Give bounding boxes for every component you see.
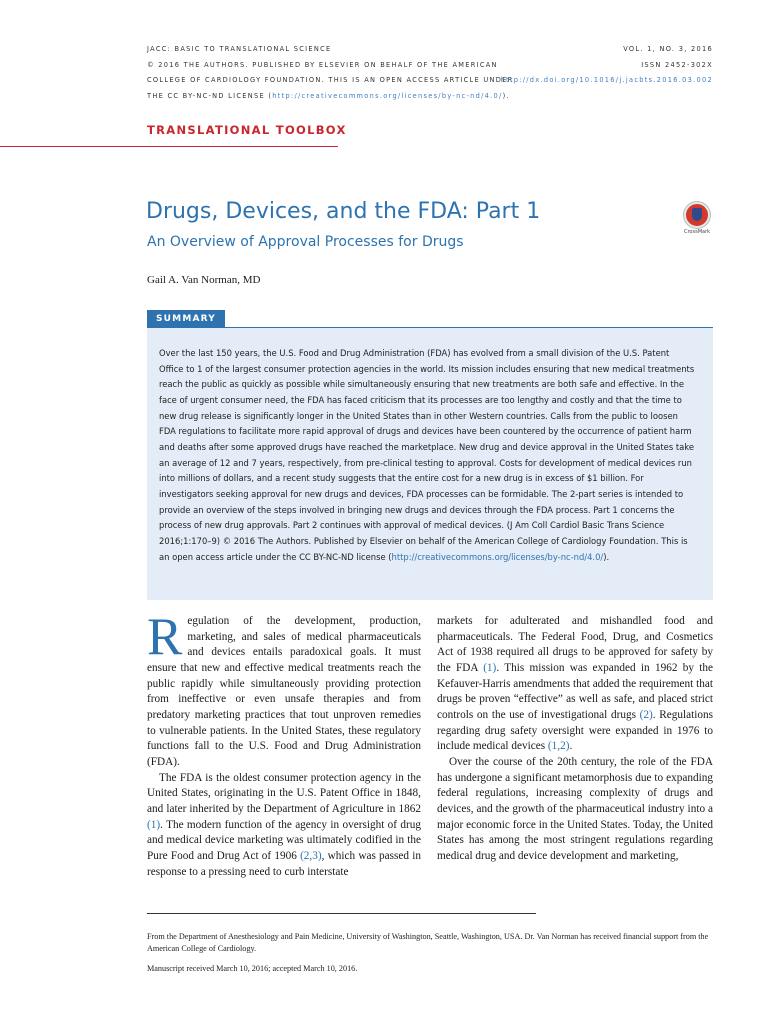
reference-link[interactable]: (2,3)	[300, 849, 322, 862]
body-paragraph: The FDA is the oldest consumer protection agency in the United States, originating in the U.S. Patent Office in 1848, and later inherited by the Department of Agriculture in 1862 (1). The modern function of the agency in oversight of drug and medical device marketing was ultimately codified in the Pure Food and Drug Act of 1906 (2,3), which was passed in response to a pressing need to curb interstate	[147, 771, 421, 878]
author-name: Gail A. Van Norman, MD	[147, 274, 261, 286]
summary-license-link[interactable]: http://creativecommons.org/licenses/by-nc-nd/4.0/	[391, 551, 604, 562]
issn: ISSN 2452-302X	[641, 60, 713, 69]
section-label: TRANSLATIONAL TOOLBOX	[147, 123, 347, 137]
doi-link[interactable]: http://dx.doi.org/10.1016/j.jacbts.2016.03.002	[500, 76, 713, 84]
summary-body: Over the last 150 years, the U.S. Food and Drug Administration (FDA) has evolved from a small division of the U.S. Patent Office to 1 of the largest consumer protection agencies in the world. Its mission includes ensuring that new medical treatments reach the public as quickly as possible while simultaneously ensuring that new treatments are both safe and effective. In the face of urgent consumer need, the FDA has faced criticism that its processes are too lengthy and costly and that the time to new drug release is significantly longer in the United States than in other Western countries. Calls from the public to loosen FDA regulations to facilitate more rapid approval of drugs and devices have been countered by the occurrence of patient harm and deaths after some approved drugs have reached the marketplace. New drug and device approval in the United States take an average of 12 and 7 years, respectively, from pre-clinical testing to approval. Costs for development of medical devices run into millions of dollars, and a recent study suggests that the entire cost for a new drug is in excess of $1 billion. For investigators seeking approval for new drugs and devices, FDA processes can be formidable. The 2-part series is intended to provide an overview of the steps involved in bringing new drugs and devices through the FDA process. Part 1 concerns the process of new drug approvals. Part 2 continues with approval of medical devices.	[159, 348, 695, 531]
foundation-line: COLLEGE OF CARDIOLOGY FOUNDATION. THIS IS AN OPEN ACCESS ARTICLE UNDER	[147, 76, 514, 84]
body-column-left	[147, 608, 421, 880]
crossmark-badge[interactable]	[684, 202, 710, 235]
footnote-received: Manuscript received March 10, 2016; accepted March 10, 2016.	[147, 964, 358, 973]
summary-citation: (J Am Coll Cardiol Basic Trans Science 2016;1:170–9) © 2016 The Authors. Published by Elsevier on behalf of the American College of Cardiology Foundation. This is an open access article under the CC BY-NC-ND license (	[159, 520, 688, 562]
journal-name: JACC: BASIC TO TRANSLATIONAL SCIENCE	[147, 45, 332, 53]
crossmark-label: CrossMark	[684, 229, 711, 235]
article-title: Drugs, Devices, and the FDA: Part 1	[146, 199, 541, 224]
crossmark-icon	[684, 202, 710, 228]
journal-meta	[500, 42, 713, 89]
volume-info: VOL. 1, NO. 3, 2016	[623, 45, 713, 53]
section-rule	[0, 146, 338, 147]
copyright-line: © 2016 THE AUTHORS. PUBLISHED BY ELSEVIER ON BEHALF OF THE AMERICAN	[147, 60, 498, 69]
license-link[interactable]: http://creativecommons.org/licenses/by-nc-nd/4.0/	[272, 91, 503, 100]
reference-link[interactable]: (2)	[639, 708, 653, 721]
body-paragraph: Over the course of the 20th century, the role of the FDA has undergone a significant metamorphosis due to expanding federal regulations, increasing complexity of drugs and devices, and the growth of the pharmaceutical industry into a major economic force in the United States. Today, the United States has among the most stringent regulations regarding medical drug and device development and marketing,	[437, 755, 713, 862]
article-subtitle: An Overview of Approval Processes for Drugs	[147, 234, 464, 250]
summary-box	[147, 328, 713, 600]
body-paragraph: markets for adulterated and mishandled food and pharmaceuticals. The Federal Food, Drug, and Cosmetics Act of 1938 required all drugs to be approved for safety by the FDA (1). This mission was expanded in 1962 by the Kefauver-Harris amendments that added the requirement that drugs be proven “effective” as well as safe, and placed strict controls on the use of investigational drugs (2). Regulations regarding drug safety oversight were expanded in 1976 to include medical devices (1,2).	[437, 615, 714, 753]
reference-link[interactable]: (1)	[147, 818, 161, 831]
license-line: THE CC BY-NC-ND LICENSE (http://creativecommons.org/licenses/by-nc-nd/4.0/).	[147, 91, 510, 100]
reference-link[interactable]: (1,2)	[547, 740, 570, 753]
drop-cap: R	[147, 608, 183, 666]
footnote-rule	[147, 913, 536, 914]
summary-label: SUMMARY	[147, 310, 225, 328]
summary-text: Over the last 150 years, the U.S. Food and Drug Administration (FDA) has evolved from a small division of the U.S. Patent Office to 1 of the largest consumer protection agencies in the world. Its mission includes ensuring that new medical treatments reach the public as quickly as possible while simultaneously ensuring that new treatments are both safe and effective. In the face of urgent consumer need, the FDA has faced criticism that its processes are too lengthy and costly and that the time to new drug release is significantly longer in the United States than in other Western countries. Calls from the public to loosen FDA regulations to facilitate more rapid approval of drugs and devices have been countered by the occurrence of patient harm and deaths after some approved drugs have reached the marketplace. New drug and device approval in the United States take an average of 12 and 7 years, respectively, from pre-clinical testing to approval. Costs for development of medical devices run into millions of dollars, and a recent study suggests that the entire cost for a new drug is in excess of $1 billion. For investigators seeking approval for new drugs and devices, FDA processes can be formidable. The 2-part series is intended to provide an overview of the steps involved in bringing new drugs and devices through the FDA process. Part 1 concerns the process of new drug approvals. Part 2 continues with approval of medical devices. (J Am Coll Cardiol Basic Trans Science 2016;1:170–9) © 2016 The Authors. Published by Elsevier on behalf of the American College of Cardiology Foundation. This is an open access article under the CC BY-NC-ND license (http://creativecommons.org/licenses/by-nc-nd/4.0/).	[159, 348, 695, 562]
footnote-affiliation: From the Department of Anesthesiology and Pain Medicine, University of Washington, Seattle, Washington, USA. Dr. Van Norman has received financial support from the American College of Cardiology.	[147, 932, 709, 954]
body-paragraph: Regulation of the development, production, marketing, and sales of medical pharmaceuticals and devices entails paradoxical goals. It must ensure that new and effective medical treatments reach the public rapidly while simultaneously providing protection from ineffective or even unsafe therapies and from predatory marketing practices that tout unproven remedies to vulnerable patients. In the United States, these regulatory functions fall to the U.S. Food and Drug Administration (FDA).	[147, 608, 421, 768]
journal-header	[147, 42, 513, 104]
body-column-right	[437, 614, 713, 865]
reference-link[interactable]: (1)	[483, 661, 497, 674]
